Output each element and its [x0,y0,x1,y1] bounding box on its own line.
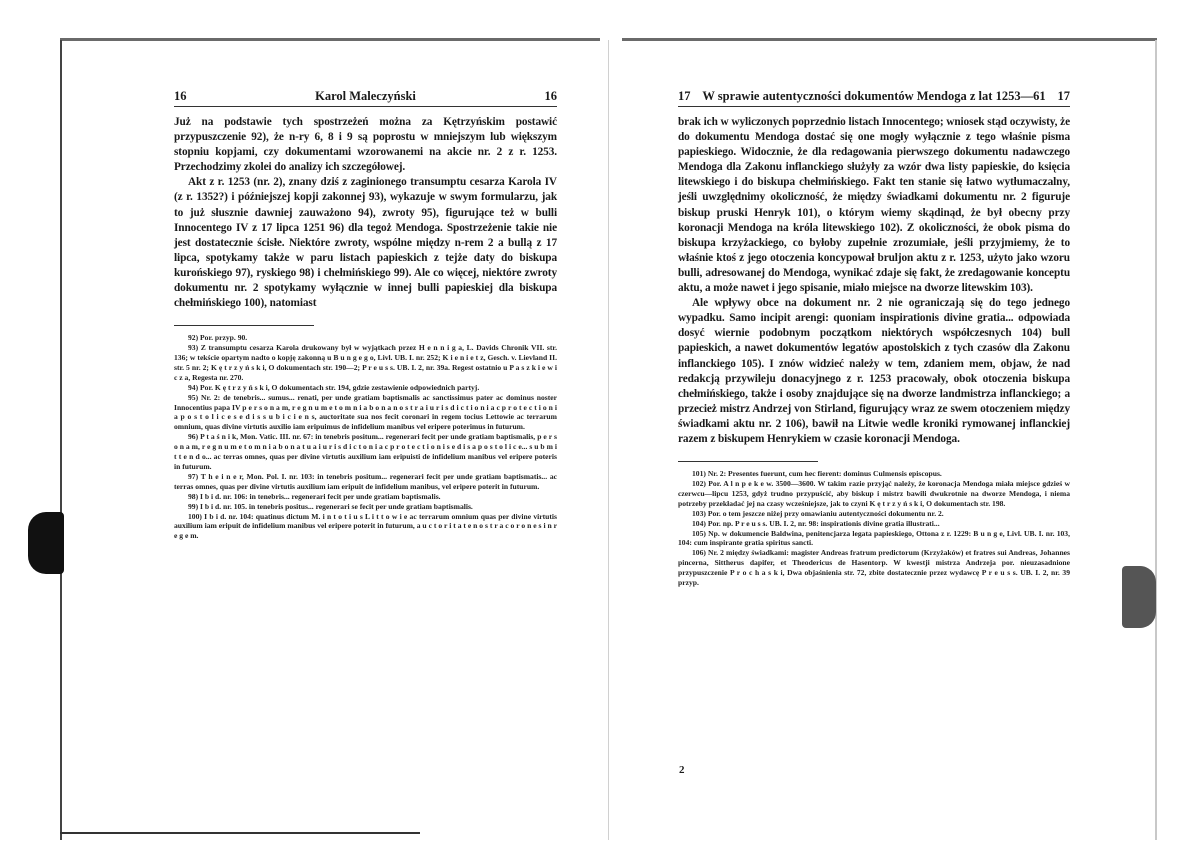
footnote: 104) Por. np. P r e u s s. UB. I. 2, nr. 98: inspirationis divine gratia illustrati... [692,518,940,528]
footnote: 92) Por. przyp. 90. [188,333,248,343]
top-edge-right [622,38,1157,41]
right-page [678,88,1070,588]
running-head-author: Karol Maleczyński [315,89,416,103]
book-gutter [608,40,609,840]
footnote: 94) Por. K ę t r z y ń s k i, O dokumentach str. 194, gdzie zestawienie odpowiednich partyj. [188,382,480,392]
footnote-rule [174,325,314,326]
left-page-edge [60,40,62,840]
footnote: 101) Nr. 2: Presentes fuerunt, cum hec fierent: dominus Culmensis episcopus. [692,469,942,479]
printer-signature-mark: 2 [679,764,685,776]
footnote: 106) Nr. 2 między świadkami: magister Andreas fratrum predictorum (Krzyżaków) et fratres sui Andreas, Johannes pincerna, Sittherus dapifer, et Theodericus de Hasentorp. W kwestji mistrza Andrzeja por. nieuzasadnione przypuszczenie P r o c h a s k i, Dwa objaśnienia str. 72, zbite dostatecznie przez wydawcę P r e u s s. UB. I. 2, nr. 39 przyp. [678,548,1070,588]
footnote: 100) I b i d. nr. 104: quatinus dictum M. i n t o t i u s L i t t o w i e ac terrarum omnium quas per divine virtutis auxilium iam eripuit de infidelium manibus vel eripere poterit in futurum, a u c t o r i t a t e n o s t r a c o r o n e s i n r e g e m. [174,511,557,541]
running-head-title: W sprawie autentyczności dokumentów Mendoga z lat 1253—61 [702,89,1046,103]
bottom-edge [60,832,420,834]
page-number: 17 [1057,89,1070,103]
paragraph: Ale wpływy obce na dokument nr. 2 nie ograniczają się do tego jednego wypadku. Samo incipit arengi: quoniam inspirationis divine gratia... odpowiada dosyć wiernie podobnym początkom niektórych współczesnych 104) bull papieskich, a nawet dokumentów legatów apostolskich z tych czasów dla Zakonu inflanckiego 105). I znów widzieć należy w tem, zdaniem mem, objaw, że nad redakcją przywileju donacyjnego z r. 1253 pracowały, obok otoczenia biskupa chełmińskiego, także i osoby znajdujące się na dworze landmistrza inflanckiego; a przecież mistrz Andrzej von Stirland, figurujący wraz ze swem otoczeniem między świadkami aktu nr. 2 106), bawił na Litwie wedle kroniki rymowanej inflanckiej razem z biskupem Henrykiem w czasie koronacji Mendoga. [678,297,1070,445]
paragraph: Akt z r. 1253 (nr. 2), znany dziś z zaginionego transumptu cesarza Karola IV (z r. 1352?) i późniejszej kopji zakonnej 93), wykazuje w swym formularzu, jak to już słusznie dawniej zauważono 94), zwroty 95), figurujące też w bulli Innocentego IV z 17 lipca 1251 96) dla tegoż Mendoga. Spostrzeżenie takie nie jest dostatecznie ścisłe. Niektóre zwroty, wspólne między n-rem 2 a bullą z 17 lipca, spotykamy także w paru listach papieskich z tejże daty do biskupa kurońskiego 97), ryskiego 98) i chełmińskiego 99). Ale co więcej, niektóre zwroty dokumentu nr. 2 spotykamy wyłącznie w innej bulli papieskiej dla biskupa chełmińskiego 100), natomiast [174,176,557,310]
page-number: 16 [174,89,187,103]
footnote: 99) I b i d. nr. 105. in tenebris positus... regenerari se fecit per unde gratiam baptismalis. [188,501,473,511]
left-page-body [174,115,557,311]
right-page-edge [1155,40,1157,840]
footnote: 102) Por. A l n p e k e w. 3500—3600. W takim razie przyjąć należy, że koronacja Mendoga miała miejsce gdzieś w czerwcu—lipcu 1253, gdyż trudno przypuścić, aby biskup i mistrz bawili dwukrotnie na dworze Mendoga, i niema potrzeby przekładać jej na czasy wcześniejsze, jak to czyni K ę t r z y ń s k i, O dokumentach str. 198. [678,478,1070,508]
right-page-header [678,88,1070,107]
footnote: 95) Nr. 2: de tenebris... sumus... renati, per unde gratiam baptismalis ac sanctissimus pater ac dominus noster Innocentius papa IV p e r s o n a m, r e g n u m e t o m n i a b o n a n o s t r a i u r i s d i c t i o n i a c p r o t e c t i o n i a p o s t o l i c e s e d i s s u b i c i e n s, auctoritate sua nos fecit coronari in regem tocius Lettowie ac terrarum omnium, quas divine virtutis auxilio iam eripuimus de infidelium manibus vel eripere poterimus in futurum. [174,392,557,432]
page-number: 16 [544,89,557,103]
left-page [174,88,557,541]
footnote: 105) Np. w dokumencie Baldwina, penitencjarza legata papieskiego, Ottona z r. 1229: B u n g e, Livl. UB. I. nr. 103, 104: cum inspirante gratia spiritus sancti. [678,528,1070,548]
footnote: 98) I b i d. nr. 106: in tenebris... regenerari fecit per unde gratiam baptismalis. [188,491,441,501]
footnote: 97) T h e i n e r, Mon. Pol. I. nr. 103: in tenebris positum... regenerari fecit per unde gratiam baptismatis... ac terras omnes, quas per divine virtutis auxilium iam eripuit de infidelium manibus, vel eripere poterit in futurum. [174,471,557,491]
footnote: 103) Por. o tem jeszcze niżej przy omawianiu autentyczności dokumentu nr. 2. [692,508,944,518]
footnote-rule [678,461,818,462]
footnote: 96) P t a ś n i k, Mon. Vatic. III. nr. 67: in tenebris positum... regenerari fecit per unde gratiam baptismalis, p e r s o n a m, r e g n u m e t o m n i a b o n a t u a i u r i s d i c t o n i a c p r o t e c t i o n i s e d i s a p o s t o l i c e... s u b m i t t e n d o... ac terras omnes, quas per divine virtutis auxilium iam eripuisti de infidelium manibus vel eripere poteris in futurum. [174,432,557,471]
page-number: 17 [678,89,691,103]
binding-clip-right [1122,566,1156,628]
paragraph: Już na podstawie tych spostrzeżeń można za Kętrzyńskim postawić przypuszczenie 92), że n-ry 6, 8 i 9 są poprostu w mniejszym lub większym stopniu kopjami, czy dokumentami wzorowanemi na akcie nr. 2 z r. 1253. Przechodzimy zkolei do analizy ich szczegółowej. [174,116,557,174]
right-page-body [678,115,1070,447]
top-edge-left [60,38,600,41]
left-page-header [174,88,557,107]
binding-clip-left [28,512,64,574]
paragraph: brak ich w wyliczonych poprzednio listach Innocentego; wniosek stąd oczywisty, że do dokumentu Mendoga dostać się one mogły wyłącznie z tego właśnie pisma papieskiego. Widocznie, że dla redagowania pierwszego dokumentu nadawczego Mendoga dla Zakonu inflanckiego służyły za wzór dwa listy papieskie, do księcia litewskiego i do biskupa chełmińskiego. Fakt ten stanie się łatwo wytłumaczalny, jeśli uwzględnimy okoliczność, że między świadkami dokumentu nr. 2 figuruje biskup pruski Henryk 101), o którym wiemy skądinąd, że był obecny przy koronacji Mendoga na króla litewskiego 102). Z okoliczności, że obok pisma do biskupa krzyżackiego, co byłoby zupełnie zrozumiałe, jeśli przyjmiemy, że to właśnie ktoś z jego otoczenia koncypował bruljon aktu z r. 1253, użyto jako wzoru bulli, adresowanej do Mendoga, wynikać zdaje się fakt, że zredagowanie konceptu aktu, a może nawet i jego spisanie, miało miejsce na dworze litewskim 103). [678,116,1070,295]
left-footnotes [174,333,557,541]
right-footnotes [678,469,1070,588]
footnote: 93) Z transumptu cesarza Karola drukowany był w wyjątkach przez H e n n i g a, L. Davids Chronik VII. str. 136; w tekście opartym nadto o kopję zakonną u B u n g e g o, Livl. UB. I. nr. 252; K i e n i e t z, Gesch. v. Lievland II. str. 5 nr. 2; K ę t r z y ń s k i, O dokumentach str. 190—2; P r e u s s. UB. I. 2, nr. 39a. Regest ostatnio u P a s z k i e w i c z a, Regesta nr. 270. [174,343,557,382]
